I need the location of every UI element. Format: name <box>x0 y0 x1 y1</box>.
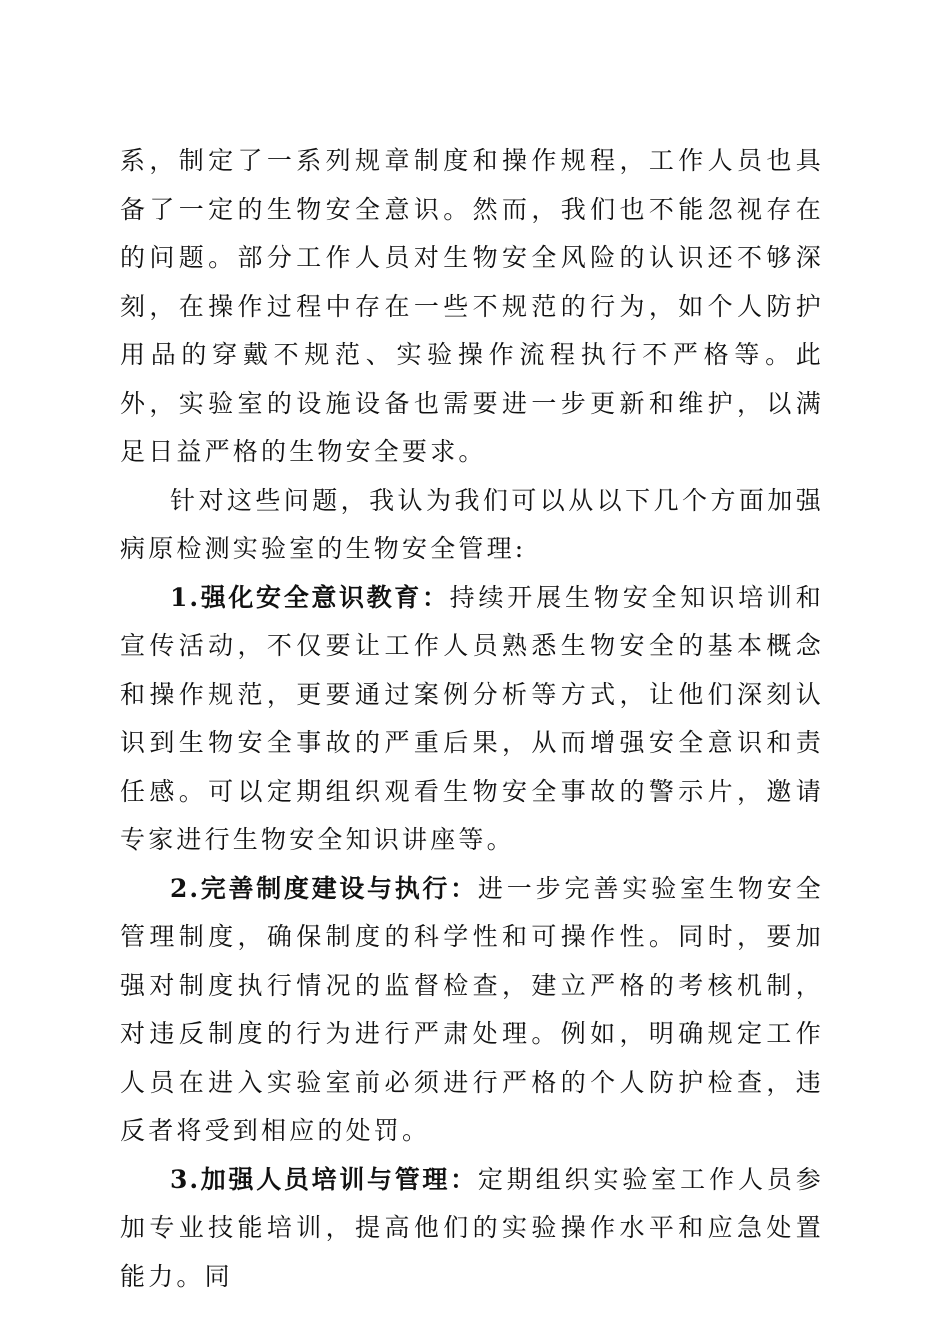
item-text: 进一步完善实验室生物安全管理制度，确保制度的科学性和可操作性。同时，要加强对制度执行情况的监督检查，建立严格的考核机制，对违反制度的行为进行严肃处理。例如，明确规定工作人员在进入实验室前必须进行严格的个人防护检查，违反者将受到相应的处罚。 <box>120 873 824 1145</box>
item-heading: 2.完善制度建设与执行： <box>170 873 478 903</box>
paragraph-text: 针对这些问题，我认为我们可以从以下几个方面加强病原检测实验室的生物安全管理: <box>120 485 824 563</box>
document-page <box>120 137 824 1301</box>
list-item-2 <box>120 865 824 1156</box>
item-heading: 1.强化安全意识教育： <box>170 582 450 612</box>
item-text: 定期组织实验室工作人员参加专业技能培训，提高他们的实验操作水平和应急处置能力。同 <box>120 1164 824 1291</box>
list-item-1 <box>120 574 824 865</box>
item-heading: 3.加强人员培训与管理： <box>170 1164 478 1194</box>
item-text: 持续开展生物安全知识培训和宣传活动，不仅要让工作人员熟悉生物安全的基本概念和操作规范，更要通过案例分析等方式，让他们深刻认识到生物安全事故的严重后果，从而增强安全意识和责任感。可以定期组织观看生物安全事故的警示片，邀请专家进行生物安全知识讲座等。 <box>120 582 824 854</box>
list-item-3 <box>120 1156 824 1302</box>
paragraph-text: 系，制定了一系列规章制度和操作规程，工作人员也具备了一定的生物安全意识。然而，我们也不能忽视存在的问题。部分工作人员对生物安全风险的认识还不够深刻，在操作过程中存在一些不规范的行为，如个人防护用品的穿戴不规范、实验操作流程执行不严格等。此外，实验室的设施设备也需要进一步更新和维护，以满足日益严格的生物安全要求。 <box>120 146 824 466</box>
paragraph-continuation <box>120 137 824 477</box>
paragraph-intro <box>120 477 824 574</box>
